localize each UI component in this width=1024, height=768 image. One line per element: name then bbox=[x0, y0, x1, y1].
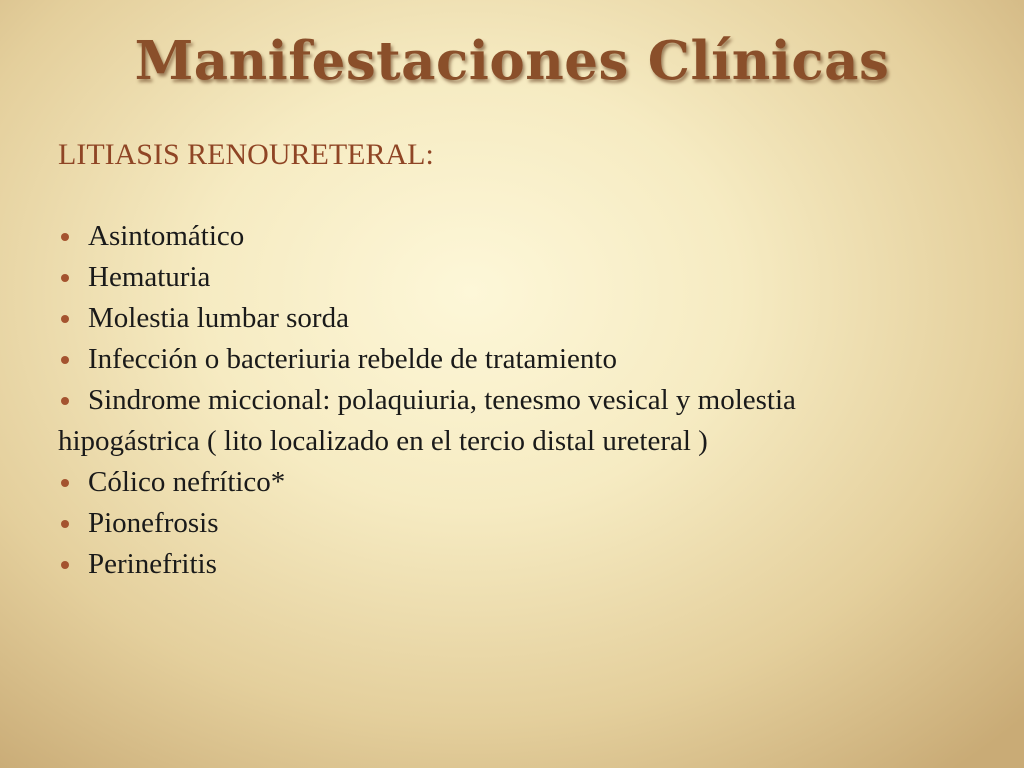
list-item-text: Pionefrosis bbox=[88, 507, 219, 539]
bullet-icon bbox=[61, 561, 69, 569]
list-item-text: Cólico nefrítico* bbox=[88, 466, 286, 498]
list-item-text: Perinefritis bbox=[88, 548, 217, 580]
list-item-text: Sindrome miccional: polaquiuria, tenesmo vesical y molestia hipogástrica ( lito localizado en el tercio distal ureteral ) bbox=[58, 384, 796, 457]
list-item bbox=[58, 380, 938, 462]
bullet-icon bbox=[61, 520, 69, 528]
list-item bbox=[58, 339, 938, 380]
list-item bbox=[58, 298, 938, 339]
list-item bbox=[58, 257, 938, 298]
list-item bbox=[58, 544, 938, 585]
bullet-icon bbox=[61, 274, 69, 282]
list-item bbox=[58, 503, 938, 544]
slide-title: Manifestaciones Clínicas bbox=[134, 30, 890, 92]
bullet-icon bbox=[61, 315, 69, 323]
bullet-icon bbox=[61, 356, 69, 364]
list-item-text: Infección o bacteriuria rebelde de tratamiento bbox=[88, 343, 617, 375]
bullet-icon bbox=[61, 397, 69, 405]
slide-content bbox=[58, 134, 938, 585]
bullet-icon bbox=[61, 233, 69, 241]
list-item-text: Molestia lumbar sorda bbox=[88, 302, 349, 334]
list-item bbox=[58, 462, 938, 503]
slide-subtitle: LITIASIS RENOURETERAL: bbox=[58, 138, 434, 171]
list-item-text: Hematuria bbox=[88, 261, 211, 293]
bullet-icon bbox=[61, 479, 69, 487]
list-item bbox=[58, 216, 938, 257]
list-item-text: Asintomático bbox=[88, 220, 245, 252]
bullet-list bbox=[58, 216, 938, 585]
